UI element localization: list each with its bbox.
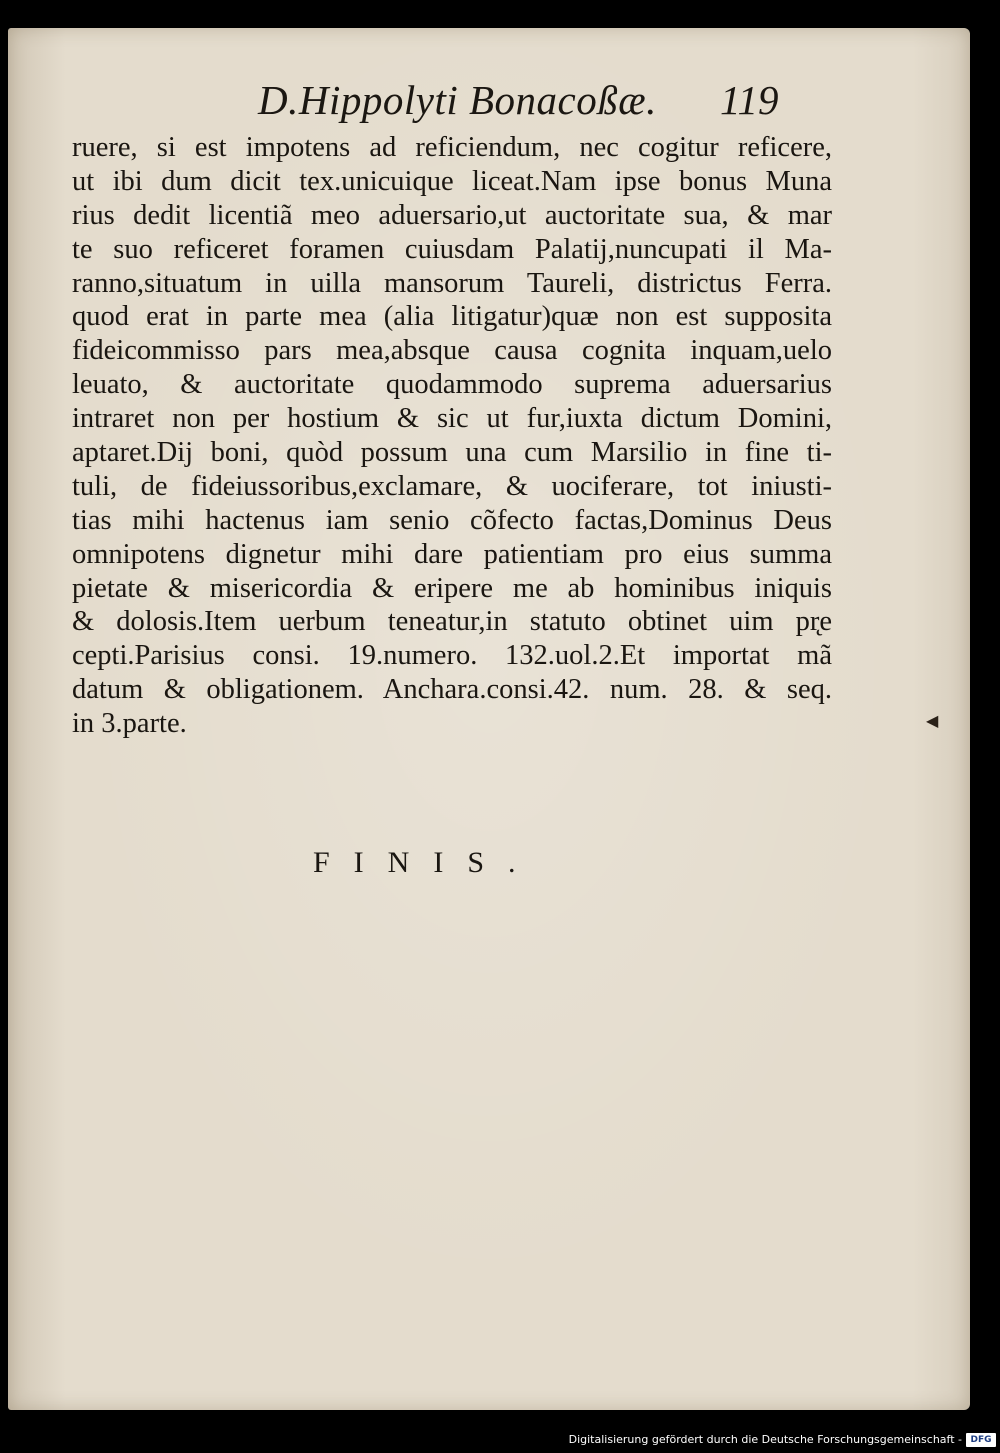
body-text [72, 131, 832, 741]
text-line: pietate & misericordia & eripere me ab hominibus iniquis [72, 572, 832, 604]
page-header [248, 76, 808, 136]
text-line: ut ibi dum dicit tex.unicuique liceat.Nam ipse bonus Muna [72, 165, 832, 197]
ink-mark-icon: ◀ [926, 711, 939, 730]
running-head: D.Hippolyti Bonacoßæ. [258, 77, 657, 123]
text-line: datum & obligationem. Anchara.consi.42. num. 28. & seq. [72, 674, 832, 706]
text-line: quod erat in parte mea (alia litigatur)quæ non est supposita [72, 301, 832, 333]
text-line: tuli, de fideiussoribus,exclamare, & uociferare, tot iniusti- [72, 470, 832, 502]
text-line: ruere, si est impotens ad reficiendum, nec cogitur reficere, [72, 132, 832, 163]
text-line: intraret non per hostium & sic ut fur,iuxta dictum Domini, [72, 403, 832, 435]
text-line: omnipotens dignetur mihi dare patientiam pro eius summa [72, 538, 832, 570]
text-line: cepti.Parisius consi. 19.numero. 132.uol.2.Et importat mã [72, 640, 832, 672]
text-line: & dolosis.Item uerbum teneatur,in statuto obtinet uim pr̨e [72, 606, 832, 638]
text-line: aptaret.Dij boni, quòd possum una cum Marsilio in fine ti- [72, 437, 832, 469]
text-line: fideicommisso pars mea,absque causa cognita inquam,uelo [72, 335, 832, 367]
text-line: rius dedit licentiã meo aduersario,ut auctoritate sua, & mar [72, 199, 832, 231]
page-number: 119 [720, 77, 779, 123]
footer-bar [0, 1430, 1000, 1453]
text-line: tias mihi hactenus iam senio cõfecto factas,Dominus Deus [72, 504, 832, 536]
funding-credit: Digitalisierung gefördert durch die Deutsche Forschungsgemeinschaft - [568, 1433, 962, 1446]
text-line: leuato, & auctoritate quodammodo suprema aduersarius [72, 369, 832, 401]
book-page [8, 28, 970, 1410]
dfg-logo-icon: DFG [966, 1433, 996, 1447]
text-line: te suo reficeret foramen cuiusdam Palatij,nuncupati il Ma- [72, 233, 832, 265]
text-line: in 3.parte. [72, 708, 187, 740]
text-line: ranno,situatum in uilla mansorum Taureli, districtus Ferra. [72, 267, 832, 299]
finis-heading: FINIS. [313, 846, 540, 879]
